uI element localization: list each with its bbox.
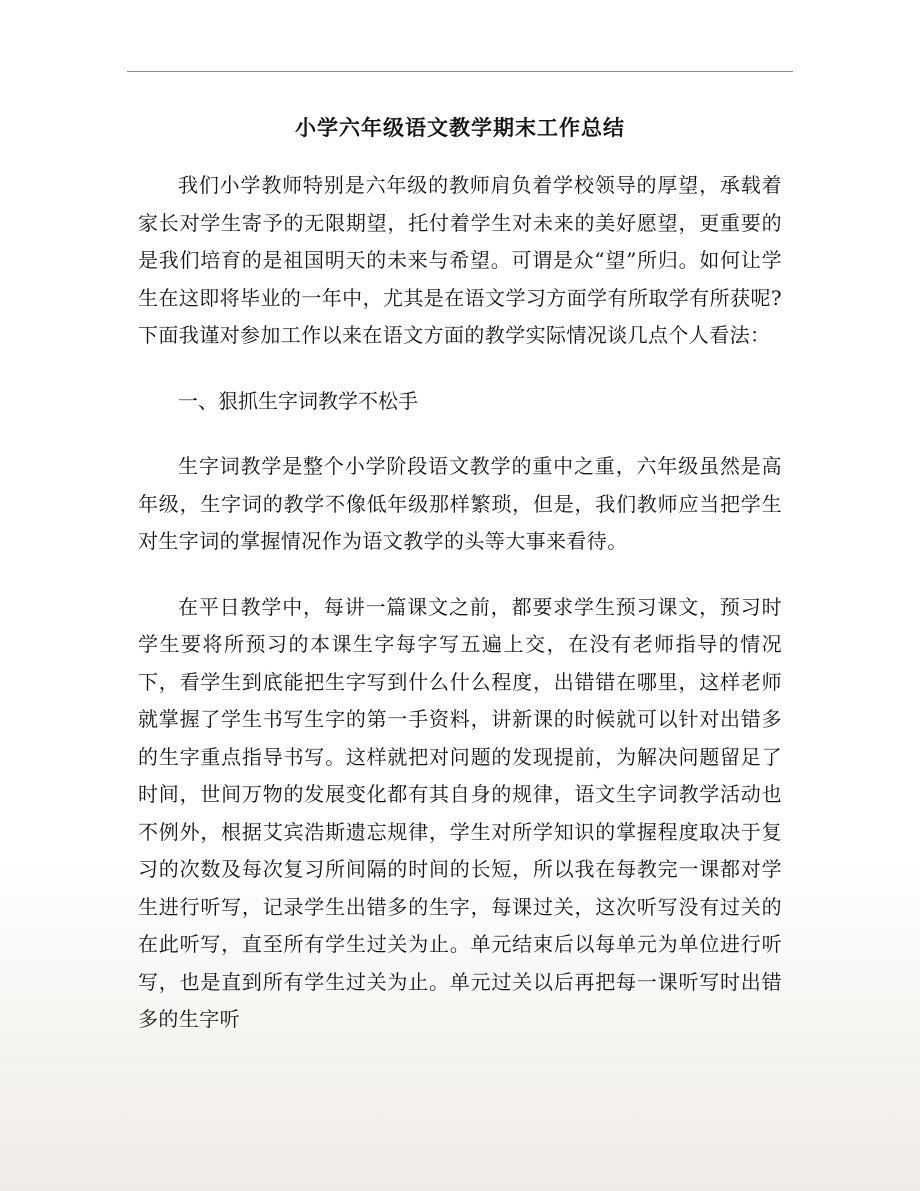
paragraph-practice: 在平日教学中，每讲一篇课文之前，都要求学生预习课文，预习时学生要将所预习的本课生字每字写五遍上交，在没有老师指导的情况下，看学生到底能把生字写到什么什么程度，出错错在哪里，这样老师就掌握了学生书写生字的第一手资料，讲新课的时候就可以针对出错多的生字重点指导书写。这样就把对问题的发现提前，为解决问题留足了时间，世间万物的发展变化都有其自身的规律，语文生字词教学活动也不例外，根据艾宾浩斯遗忘规律，学生对所学知识的掌握程度取决于复习的次数及每次复习所间隔的时间的长短，所以我在每教完一课都对学生进行听写，记录学生出错多的生字，每课过关，这次听写没有过关的在此听写，直至所有学生过关为止。单元结束后以每单元为单位进行听写，也是直到所有学生过关为止。单元过关以后再把每一课听写时出错多的生字听: [138, 594, 782, 1031]
paragraph-intro: 我们小学教师特别是六年级的教师肩负着学校领导的厚望，承载着家长对学生寄予的无限期望，托付着学生对未来的美好愿望，更重要的是我们培育的是祖国明天的未来与希望。可谓是众“望”所归。如何让学生在这即将毕业的一年中，尤其是在语文学习方面学有所取学有所获呢?下面我谨对参加工作以来在语文方面的教学实际情况谈几点个人看法：: [138, 173, 782, 347]
document-body: [138, 167, 782, 1067]
paragraph-vocab: 生字词教学是整个小学阶段语文教学的重中之重，六年级虽然是高年级，生字词的教学不像低年级那样繁琐，但是，我们教师应当把学生对生字词的掌握情况作为语文教学的头等大事来看待。: [138, 454, 782, 553]
section-heading: 一、狠抓生字词教学不松手: [178, 388, 418, 413]
header-rule: [127, 71, 793, 72]
document-title: 小学六年级语文教学期末工作总结: [295, 115, 625, 140]
